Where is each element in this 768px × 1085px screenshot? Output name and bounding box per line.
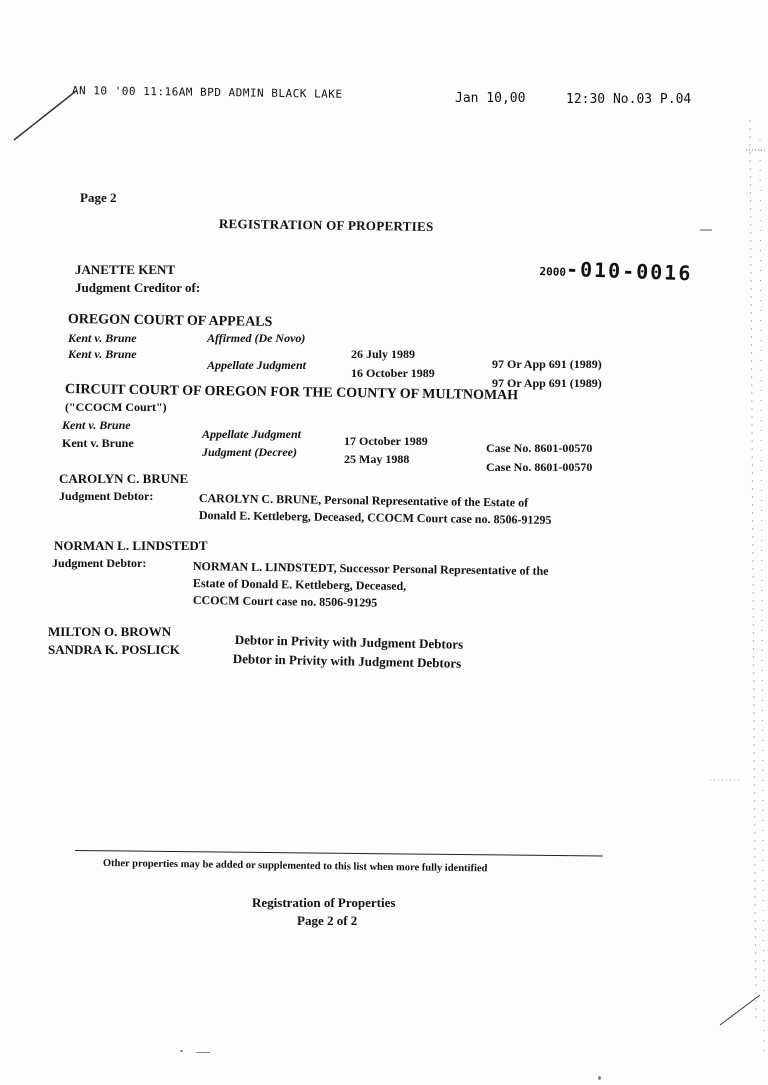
footer-title: Registration of Properties <box>252 895 396 910</box>
debtor1-line2: Donald E. Kettleberg, Deceased, CCOCM Court case no. 8506-91295 <box>198 508 552 527</box>
circuit-court-heading: CIRCUIT COURT OF OREGON FOR THE COUNTY OF MULTNOMAH <box>64 382 519 404</box>
circuit-row1-date: 17 October 1989 <box>344 434 428 448</box>
circuit-row2-cite: Case No. 8601-00570 <box>486 460 593 474</box>
footer-page-number: Page 2 of 2 <box>297 913 358 928</box>
debtor1-line1: CAROLYN C. BRUNE, Personal Representative of the Estate of <box>198 491 529 510</box>
fax-header-time: 12:30 No.03 P.04 <box>566 92 692 107</box>
privity2-desc: Debtor in Privity with Judgment Debtors <box>232 651 462 671</box>
circuit-row2-case: Kent v. Brune <box>62 436 134 450</box>
circuit-row2-date: 25 May 1988 <box>344 452 410 466</box>
scan-speck <box>196 1052 210 1053</box>
stamp-main: -010-0016 <box>565 256 693 286</box>
debtor1-name: CAROLYN C. BRUNE <box>59 471 189 486</box>
circuit-row2-action: Judgment (Decree) <box>202 445 297 459</box>
creditor-role: Judgment Creditor of: <box>75 280 201 295</box>
appeals-court-heading: OREGON COURT OF APPEALS <box>67 312 273 330</box>
privity2-name: SANDRA K. POSLICK <box>48 642 180 657</box>
stamp-prefix: 2000 <box>539 264 567 279</box>
debtor1-label: Judgment Debtor: <box>59 489 154 503</box>
circuit-court-abbr: ("CCOCM Court") <box>65 400 167 414</box>
appeals-row2-action: Appellate Judgment <box>207 358 306 372</box>
appeals-row1-cite: 97 Or App 691 (1989) <box>492 357 602 371</box>
fax-header-date: Jan 10,00 <box>455 91 526 106</box>
stamp-number <box>539 256 693 285</box>
fax-header-left: AN 10 '00 11:16AM BPD ADMIN BLACK LAKE <box>71 84 343 101</box>
creditor-name: JANETTE KENT <box>75 262 176 277</box>
privity1-desc: Debtor in Privity with Judgment Debtors <box>234 632 464 652</box>
privity1-name: MILTON O. BROWN <box>48 624 172 639</box>
page-label: Page 2 <box>80 190 117 205</box>
footnote-rule <box>75 850 603 857</box>
appeals-row2-cite: 97 Or App 691 (1989) <box>492 376 602 390</box>
debtor2-line3: CCOCM Court case no. 8506-91295 <box>192 593 378 610</box>
circuit-row1-action: Appellate Judgment <box>202 427 301 441</box>
debtor2-line1: NORMAN L. LINDSTEDT, Successor Personal Representative of the <box>192 559 549 578</box>
debtor2-label: Judgment Debtor: <box>52 556 147 570</box>
scan-speck <box>180 1050 183 1052</box>
circuit-row1-case: Kent v. Brune <box>62 418 131 432</box>
document-title: REGISTRATION OF PROPERTIES <box>218 216 434 234</box>
circuit-row1-cite: Case No. 8601-00570 <box>486 441 593 455</box>
scan-edge-artifacts <box>700 120 768 1085</box>
appeals-row2-date: 16 October 1989 <box>351 366 435 380</box>
appeals-row1-date: 26 July 1989 <box>351 347 416 361</box>
debtor2-line2: Estate of Donald E. Kettleberg, Deceased, <box>192 576 407 593</box>
debtor2-name: NORMAN L. LINDSTEDT <box>54 538 208 553</box>
appeals-row1-case: Kent v. Brune <box>68 331 137 345</box>
appeals-row1-action: Affirmed (De Novo) <box>207 331 306 345</box>
scan-speck <box>598 1076 601 1080</box>
appeals-row2-case: Kent v. Brune <box>68 347 137 361</box>
footnote-text: Other properties may be added or supplemented to this list when more fully identified <box>102 858 488 875</box>
fax-corner-mark <box>10 85 80 145</box>
